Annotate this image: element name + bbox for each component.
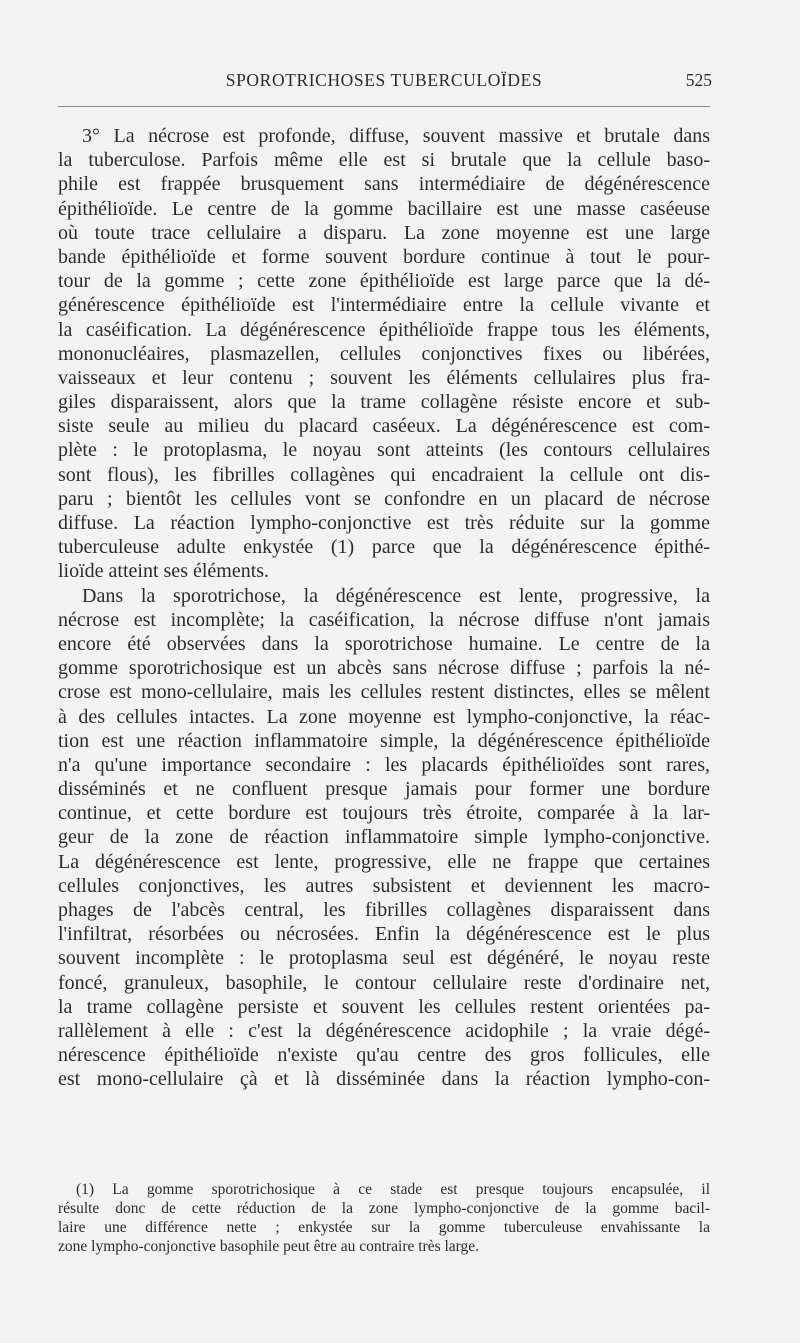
text-line: cellules conjonctives, les autres subsistent et deviennent les macro-	[58, 874, 710, 897]
text-line: vaisseaux et leur contenu ; souvent les éléments cellulaires plus fra-	[58, 366, 710, 389]
text-line: crose est mono-cellulaire, mais les cellules restent distinctes, elles se mêlent	[58, 681, 710, 704]
text-line: à des cellules intactes. La zone moyenne est lympho-conjonctive, la réac-	[58, 705, 710, 728]
text-line: tion est une réaction inflammatoire simple, la dégénérescence épithélioïde	[58, 729, 710, 752]
text-line: phile est frappée brusquement sans intermédiaire de dégénérescence	[58, 173, 710, 196]
running-head: SPOROTRICHOSES TUBERCULOÏDES	[225, 70, 543, 90]
text-line: rallèlement à elle : c'est la dégénérescence acidophile ; la vraie dégé-	[58, 1019, 710, 1042]
text-line: tuberculeuse adulte enkystée (1) parce que la dégénérescence épithé-	[58, 536, 710, 559]
text-line: la caséification. La dégénérescence épithélioïde frappe tous les éléments,	[58, 318, 710, 341]
text-line: est mono-cellulaire çà et là disséminée dans la réaction lympho-con-	[58, 1068, 710, 1091]
footnote-line: zone lympho-conjonctive basophile peut être au contraire très large.	[58, 1238, 480, 1255]
text-line: souvent incomplète : le protoplasma seul est dégénéré, le noyau reste	[58, 947, 710, 970]
text-line: continue, et cette bordure est toujours très étroite, comparée à la lar-	[58, 802, 710, 825]
text-line: encore été observées dans la sporotrichose humaine. Le centre de la	[58, 632, 710, 655]
text-line: la trame collagène persiste et souvent les cellules restent orientées pa-	[58, 995, 710, 1018]
text-line: l'infiltrat, résorbées ou nécrosées. Enfin la dégénérescence est le plus	[58, 923, 710, 946]
text-line: Dans la sporotrichose, la dégénérescence est lente, progressive, la	[82, 584, 710, 607]
text-line: diffuse. La réaction lympho-conjonctive est très réduite sur la gomme	[58, 512, 710, 534]
text-line: épithélioïde. Le centre de la gomme bacillaire est une masse caséeuse	[58, 197, 710, 220]
text-line: paru ; bientôt les cellules vont se confondre en un placard de nécrose	[58, 487, 710, 510]
header-rule	[58, 106, 710, 107]
text-line: foncé, granuleux, basophile, le contour cellulaire reste d'ordinaire net,	[58, 971, 710, 994]
text-line: phages de l'abcès central, les fibrilles collagènes disparaissent dans	[58, 899, 710, 921]
text-line: gomme sporotrichosique est un abcès sans nécrose diffuse ; parfois la né-	[58, 657, 710, 680]
footnotes	[58, 1180, 710, 1256]
text-line: plète : le protoplasma, le noyau sont atteints (les contours cellulaires	[58, 439, 710, 462]
footnote-line: résulte donc de cette réduction de la zone lympho-conjonctive de la gomme bacil-	[58, 1200, 710, 1217]
text-line: générescence épithélioïde est l'intermédiaire entre la cellule vivante et	[58, 294, 710, 317]
text-line: bande épithélioïde et forme souvent bordure continue à tout le pour-	[58, 245, 710, 268]
text-line: la tuberculose. Parfois même elle est si brutale que la cellule baso-	[58, 149, 710, 172]
text-line: nérescence épithélioïde n'existe qu'au centre des gros follicules, elle	[58, 1044, 710, 1067]
text-line: 3° La nécrose est profonde, diffuse, souvent massive et brutale dans	[82, 125, 710, 147]
text-line: siste seule au milieu du placard caséeux. La dégénérescence est com-	[58, 415, 710, 438]
text-line: nécrose est incomplète; la caséification, la nécrose diffuse n'ont jamais	[58, 608, 710, 631]
page-header	[58, 68, 710, 94]
text-line: sont flous), les fibrilles collagènes qui encadraient la cellule ont dis-	[58, 463, 710, 486]
text-line: mononucléaires, plasmazellen, cellules conjonctives fixes ou libérées,	[58, 342, 710, 365]
text-line: geur de la zone de réaction inflammatoire simple lympho-conjonctive.	[58, 826, 710, 849]
text-line: giles disparaissent, alors que la trame collagène résiste encore et sub-	[58, 391, 710, 414]
text-line: n'a qu'une importance secondaire : les placards épithélioïdes sont rares,	[58, 753, 710, 776]
text-line: où toute trace cellulaire a disparu. La zone moyenne est une large	[58, 221, 710, 244]
text-line: tour de la gomme ; cette zone épithélioïde est large parce que la dé-	[58, 270, 710, 293]
text-line: disséminés et ne confluent presque jamais pour former une bordure	[58, 778, 710, 801]
body-text	[58, 124, 710, 1092]
footnote-line: laire une différence nette ; enkystée sur la gomme tuberculeuse envahissante la	[58, 1219, 710, 1236]
text-line: lioïde atteint ses éléments.	[58, 560, 270, 583]
footnote-line: (1) La gomme sporotrichosique à ce stade est presque toujours encapsulée, il	[76, 1181, 710, 1198]
page-number: 525	[685, 70, 712, 90]
text-line: La dégénérescence est lente, progressive, elle ne frappe que certaines	[58, 850, 710, 873]
